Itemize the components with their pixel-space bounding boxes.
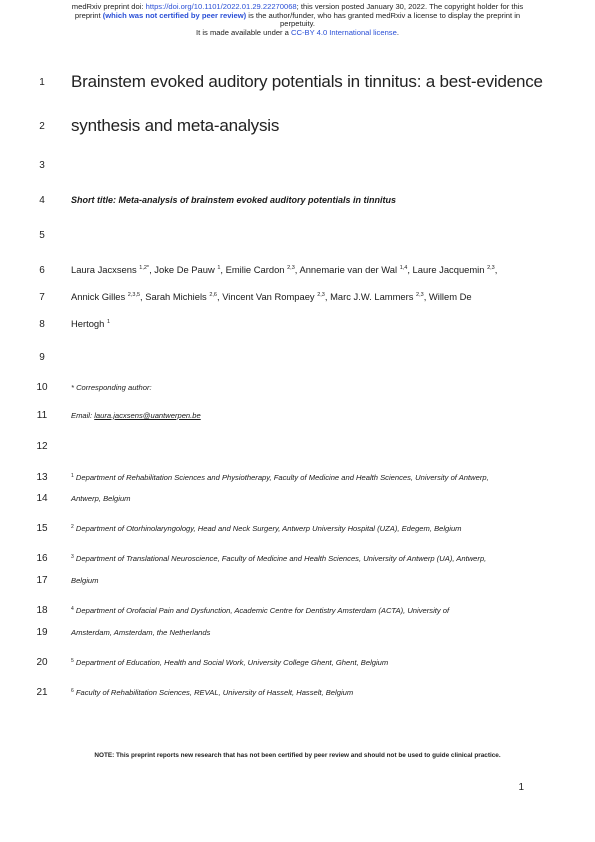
line-number: 21 bbox=[36, 687, 48, 698]
email-line bbox=[71, 411, 201, 420]
line-number: 15 bbox=[36, 523, 48, 534]
line-number: 8 bbox=[39, 319, 45, 330]
affiliation-6: $^6$ Faculty of Rehabilitation Sciences, REVAL, University of Hasselt, Hasselt, Belgium bbox=[71, 688, 354, 697]
affiliation-1: $^1$ Department of Rehabilitation Sciences and Physiotherapy, Faculty of Medicine and Health Sciences, University of Antwerp, bbox=[71, 473, 489, 482]
line-number: 14 bbox=[36, 493, 48, 504]
header-text: . bbox=[396, 27, 399, 37]
affiliation-1-cont: Antwerp, Belgium bbox=[71, 494, 131, 503]
line-number: 3 bbox=[39, 160, 45, 171]
affiliation-3-cont: Belgium bbox=[71, 576, 99, 585]
paper-title-line-1: Brainstem evoked auditory potentials in tinnitus: a best-evidence bbox=[71, 72, 543, 91]
affiliation-4-cont: Amsterdam, Amsterdam, the Netherlands bbox=[71, 628, 211, 637]
license-link[interactable]: CC-BY 4.0 International license bbox=[291, 27, 397, 37]
header-text: preprint bbox=[74, 10, 103, 20]
line-number: 5 bbox=[39, 230, 45, 241]
paper-title-line-2: synthesis and meta-analysis bbox=[71, 116, 280, 135]
line-number: 13 bbox=[36, 472, 48, 483]
line-number: 2 bbox=[39, 121, 45, 132]
short-title: Short title: Meta-analysis of brainstem evoked auditory potentials in tinnitus bbox=[71, 195, 397, 205]
doi-link[interactable]: https://doi.org/10.1101/2022.01.29.22270068 bbox=[145, 2, 297, 11]
line-number: 16 bbox=[36, 553, 48, 564]
page-number: 1 bbox=[518, 782, 524, 793]
email-link[interactable]: laura.jacxsens@uantwerpen.be bbox=[94, 411, 201, 420]
header-line-4 bbox=[40, 29, 555, 38]
corresponding-author-label: * Corresponding author: bbox=[71, 383, 152, 392]
email-label: Email: bbox=[71, 411, 95, 420]
affiliation-5: $^5$ Department of Education, Health and Social Work, University College Ghent, Ghent, Belgium bbox=[71, 658, 389, 667]
affiliation-2: $^2$ Department of Otorhinolaryngology, Head and Neck Surgery, Antwerp University Hospital (UZA), Edegem, Belgium bbox=[71, 524, 462, 533]
line-number: 17 bbox=[36, 575, 48, 586]
header-text: medRxiv preprint doi: bbox=[71, 2, 146, 11]
author-line-3: Hertogh $^1$ bbox=[71, 318, 111, 329]
header-line-3: perpetuity. bbox=[280, 19, 315, 29]
line-number: 11 bbox=[36, 410, 48, 421]
line-number: 6 bbox=[39, 265, 45, 276]
line-number: 19 bbox=[36, 627, 48, 638]
author-line-2: Annick Gilles $^{2,3,5}$, Sarah Michiels $^{2,6}$, Vincent Van Rompaey $^{2,3}$, Marc J.W. Lammers $^{2,3}$, Willem De bbox=[71, 291, 472, 302]
line-number: 12 bbox=[36, 441, 48, 452]
affiliation-4: $^4$ Department of Orofacial Pain and Dysfunction, Academic Centre for Dentistry Amsterdam (ACTA), University of bbox=[71, 606, 450, 615]
header-text: is the author/funder, who has granted medRxiv a license to display the preprint in bbox=[246, 10, 521, 20]
preprint-header bbox=[40, 3, 555, 37]
affiliation-3: $^3$ Department of Translational Neuroscience, Faculty of Medicine and Health Sciences, University of Antwerp (UA), Antwerp, bbox=[71, 554, 487, 563]
preprint-note: NOTE: This preprint reports new research that has not been certified by peer review and should not be used to guide clinical practice. bbox=[94, 752, 501, 759]
not-certified-notice: (which was not certified by peer review) bbox=[102, 10, 247, 20]
line-number: 7 bbox=[39, 292, 45, 303]
line-number: 9 bbox=[39, 352, 45, 363]
line-number: 18 bbox=[36, 605, 48, 616]
line-number: 1 bbox=[39, 77, 45, 88]
header-text: ; this version posted January 30, 2022. The copyright holder for this bbox=[296, 2, 524, 11]
header-text: It is made available under a bbox=[196, 27, 292, 37]
line-number: 4 bbox=[39, 195, 45, 206]
line-number: 20 bbox=[36, 657, 48, 668]
line-number: 10 bbox=[36, 382, 48, 393]
author-line-1: Laura Jacxsens $^{1,2*}$, Joke De Pauw $^1$, Emilie Cardon $^{2,3}$, Annemarie van der Wal $^{1,4}$, Laure Jacquemin $^{2,3}$, bbox=[71, 264, 498, 275]
